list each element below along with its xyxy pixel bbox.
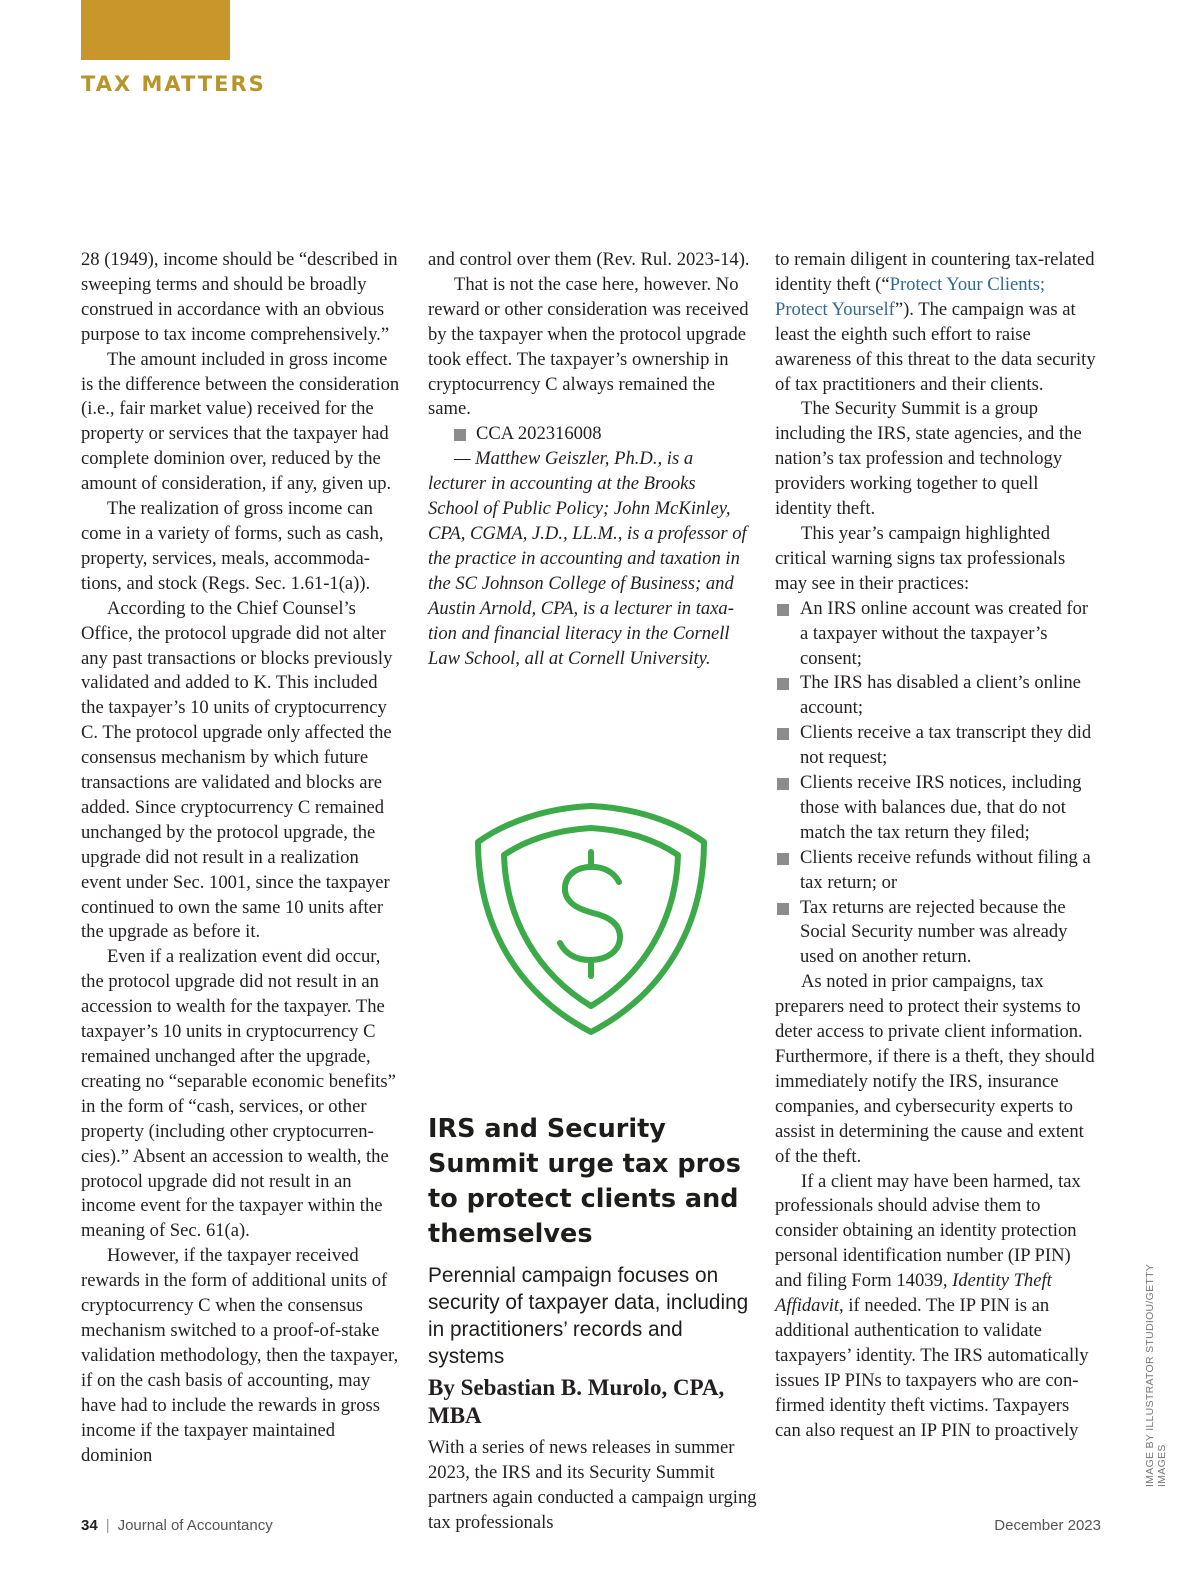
text-run: ”). The campaign was at least the eighth such effort to raise awareness of this threat to the data security of tax practitioners and their clients. — [775, 298, 1096, 395]
paragraph: This year’s campaign highlighted critical warning signs tax professionals may see in their practices: — [775, 522, 1066, 594]
form-title: Identity Theft Affidavit — [775, 1270, 1052, 1317]
paragraph: According to the Chief Counsel’s Office, the protocol upgrade did not alter any past transactions or blocks previously validated and added to K. This included the taxpayer’s 10 units of cryptocurrency C. The protocol upgrade only affected the consensus mechanism by which future transactions are validated and blocks are added. Since cryptocurrency C remained unchanged by the protocol upgrade, the upgrade did not result in a realization event under Sec. 1001, since the taxpayer continued to own the same 10 units after the upgrade as before it. — [81, 597, 393, 943]
text-run: If a client may have been harmed, tax professionals should advise them to consider obtaining an identity protection personal identification number (IP PIN) and filing Form 14039, — [775, 1170, 1081, 1292]
article-headline: IRS and Security Summit urge tax pros to protect clients and themselves — [428, 1114, 741, 1249]
protect-clients-link[interactable]: Protect Your Clients; Protect Yourself — [775, 273, 1046, 320]
list-item: The IRS has disabled a client’s online account; — [775, 671, 1097, 721]
dollar-shield-icon — [474, 802, 708, 1036]
citation-text: CCA 202316008 — [476, 423, 602, 445]
footer-folio — [81, 1517, 273, 1534]
article-lede: With a series of news releases in summer 2023, the IRS and its Security Summit partners again conducted a campaign urging tax professionals — [428, 1437, 757, 1533]
warning-signs-list — [775, 597, 1097, 971]
issue-date: December 2023 — [994, 1517, 1101, 1534]
text-run: , if needed. The IP PIN is an additional authentication to validate taxpayers’ identity. The IRS automatically issues IP PINs to taxpayers who are confirmed identity theft victims. Taxpayers can also request an IP PIN to proactively — [775, 1295, 1089, 1441]
page-number: 34 — [81, 1517, 98, 1534]
footer-separator: | — [105, 1517, 110, 1534]
news-article — [428, 1112, 758, 1536]
square-bullet-icon — [454, 429, 466, 441]
text-run: to remain diligent in countering tax-related identity theft (“ — [775, 249, 1095, 295]
paragraph: As noted in prior campaigns, tax preparers need to protect their systems to deter access to private client information. Furthermore, if there is a theft, they should immediately notify the IRS, insurance companies, and cybersecurity experts to assist in determining the cause and extent of the theft. — [775, 971, 1095, 1167]
paragraph: Even if a realization event did occur, the protocol upgrade did not result in an accession to wealth for the taxpayer. The taxpayer’s 10 units in cryptocurrency C remained unchanged after the upgrade, creating no “separable economic benefits” in the form of “cash, services, or other property (including other cryptocurrencies).” Absent an accession to wealth, the protocol upgrade did not result in an income event for the taxpayer within the meaning of Sec. 61(a). — [81, 946, 396, 1242]
column-2 — [428, 248, 750, 671]
paragraph: and control over them (Rev. Rul. 2023-14). — [428, 249, 750, 270]
list-item: An IRS online account was created for a taxpayer without the taxpayer’s consent; — [775, 597, 1097, 672]
section-color-bar — [81, 0, 230, 60]
paragraph: 28 (1949), income should be “described in sweeping terms and should be broadly construed in accordance with an obvious purpose to tax income comprehensively.” — [81, 249, 398, 345]
paragraph: The amount included in gross income is the difference between the consideration (i.e., fair market value) received for the property or services that the taxpayer had complete dominion over, reduced by the amount of consideration, if any, given up. — [81, 348, 400, 495]
paragraph: However, if the taxpayer received rewards in the form of additional units of cryptocurrency C when the consensus mechanism switched to a proof-of-stake validation methodology, then the taxpayer, if on the cash basis of accounting, may have had to include the rewards in gross income if the taxpayer maintained dominion — [81, 1245, 399, 1466]
column-3 — [775, 248, 1097, 1444]
list-item: Clients receive IRS notices, including those with balances due, that do not match the tax return they filed; — [775, 771, 1097, 846]
case-citation — [428, 422, 750, 447]
paragraph: The realization of gross income can come in a variety of forms, such as cash, property, services, meals, accommodations, and stock (Regs. Sec. 1.61-1(a)). — [81, 498, 384, 594]
article-deck: Perennial campaign focuses on security of taxpayer data, including in practitioners’ records and systems — [428, 1264, 749, 1368]
article-author: By Sebastian B. Murolo, CPA, MBA — [428, 1375, 725, 1428]
list-item: Clients receive refunds without filing a tax return; or — [775, 846, 1097, 896]
list-item: Tax returns are rejected because the Social Security number was already used on another return. — [775, 896, 1097, 971]
image-credit: IMAGE BY ILLUSTRATOR STUDIOU/GETTY IMAGES — [1144, 1264, 1168, 1487]
list-item: Clients receive a tax transcript they did not request; — [775, 721, 1097, 771]
publication-name: Journal of Accountancy — [117, 1517, 273, 1534]
paragraph: That is not the case here, however. No reward or other consideration was received by the taxpayer when the protocol upgrade took effect. The taxpayer’s ownership in cryptocurrency C always remained the same. — [428, 273, 749, 420]
paragraph — [775, 248, 1097, 397]
paragraph: The Security Summit is a group including the IRS, state agencies, and the nation’s tax profession and technology providers working together to quell identity theft. — [775, 398, 1082, 520]
section-label: TAX MATTERS — [81, 72, 266, 96]
paragraph — [775, 1170, 1097, 1444]
column-1 — [81, 248, 401, 1468]
author-byline: — Matthew Geiszler, Ph.D., is a lecturer in accounting at the Brooks School of Public Policy; John McKinley, CPA, CGMA, J.D., LL.M., is a professor of the practice in accounting and taxation in the SC Johnson College of Business; and Austin Arnold, CPA, is a lecturer in taxation and financial literacy in the Cornell Law School, all at Cornell University. — [428, 448, 747, 669]
